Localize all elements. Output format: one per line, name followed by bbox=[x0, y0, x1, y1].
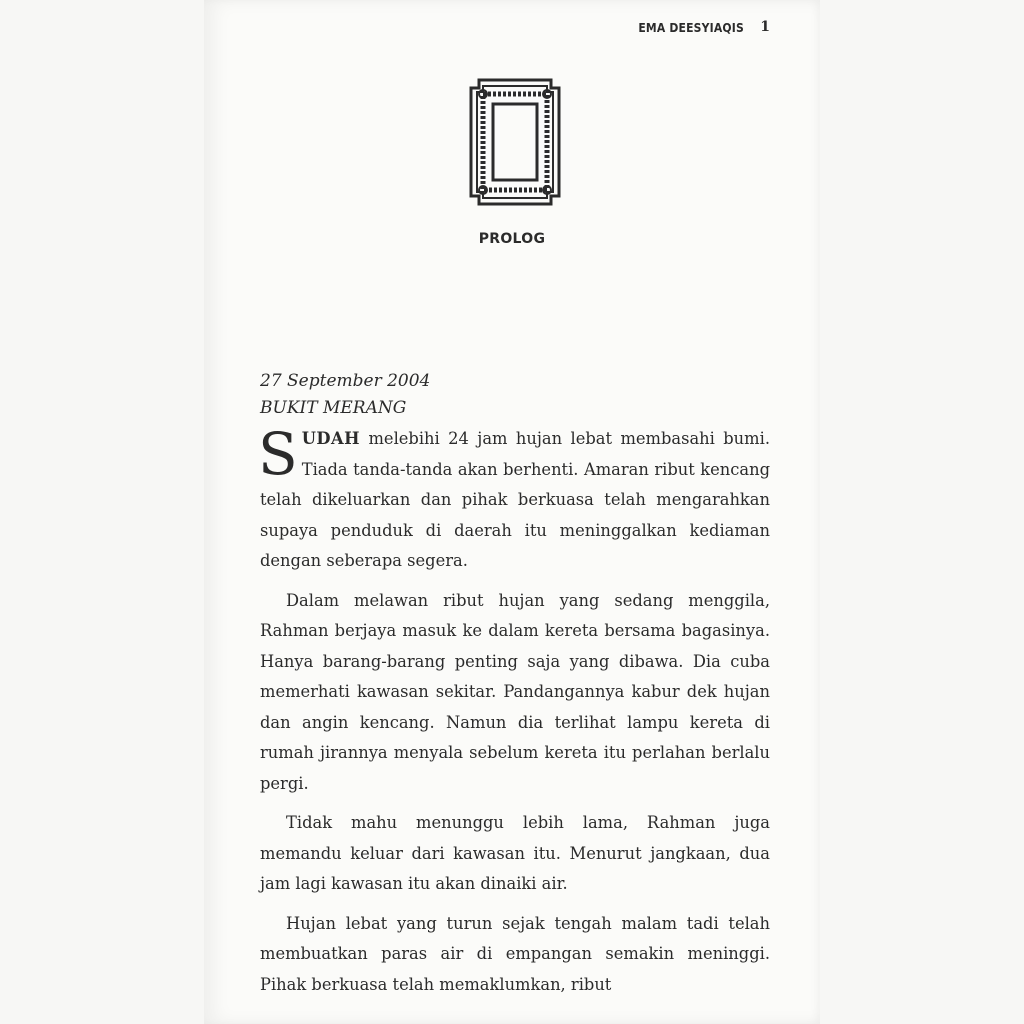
paragraph bbox=[258, 420, 770, 577]
book-page bbox=[204, 0, 820, 1024]
paragraph: Hujan lebat yang turun sejak tengah malam tadi telah membuatkan paras air di empangan semakin meninggi. Pihak berkuasa telah memaklumkan, ribut bbox=[260, 913, 770, 994]
dateline bbox=[260, 368, 430, 422]
lead-word: UDAH bbox=[301, 429, 361, 448]
dateline-date: 27 September 2004 bbox=[260, 371, 431, 391]
paragraph: Dalam melawan ribut hujan yang sedang menggila, Rahman berjaya masuk ke dalam kereta bersama bagasinya. Hanya barang-barang penting saja yang dibawa. Dia cuba memerhati kawasan sekitar. Pandangannya kabur dek hujan dan angin kencang. Namun dia terlihat lampu kereta di rumah jirannya menyala sebelum kereta itu perlahan berlalu pergi. bbox=[260, 590, 770, 793]
paragraph-text: melebihi 24 jam hujan lebat membasahi bumi. Tiada tanda-tanda akan berhenti. Amaran ribut kencang telah dikeluarkan dan pihak berkuasa telah mengarahkan supaya penduduk di daerah itu meninggalkan kediaman dengan seberapa segera. bbox=[260, 429, 770, 570]
ornamental-frame-icon bbox=[469, 78, 561, 206]
body-text bbox=[258, 420, 770, 1009]
chapter-title: PROLOG bbox=[478, 231, 546, 247]
running-header bbox=[204, 18, 820, 42]
author-name: EMA DEESYIAQIS bbox=[638, 21, 744, 35]
paragraph: Tidak mahu menunggu lebih lama, Rahman juga memandu keluar dari kawasan itu. Menurut jangkaan, dua jam lagi kawasan itu akan dinaiki air. bbox=[260, 813, 770, 893]
page-number: 1 bbox=[760, 19, 770, 35]
drop-cap: S bbox=[258, 420, 298, 488]
dateline-place: BUKIT MERANG bbox=[260, 398, 407, 418]
